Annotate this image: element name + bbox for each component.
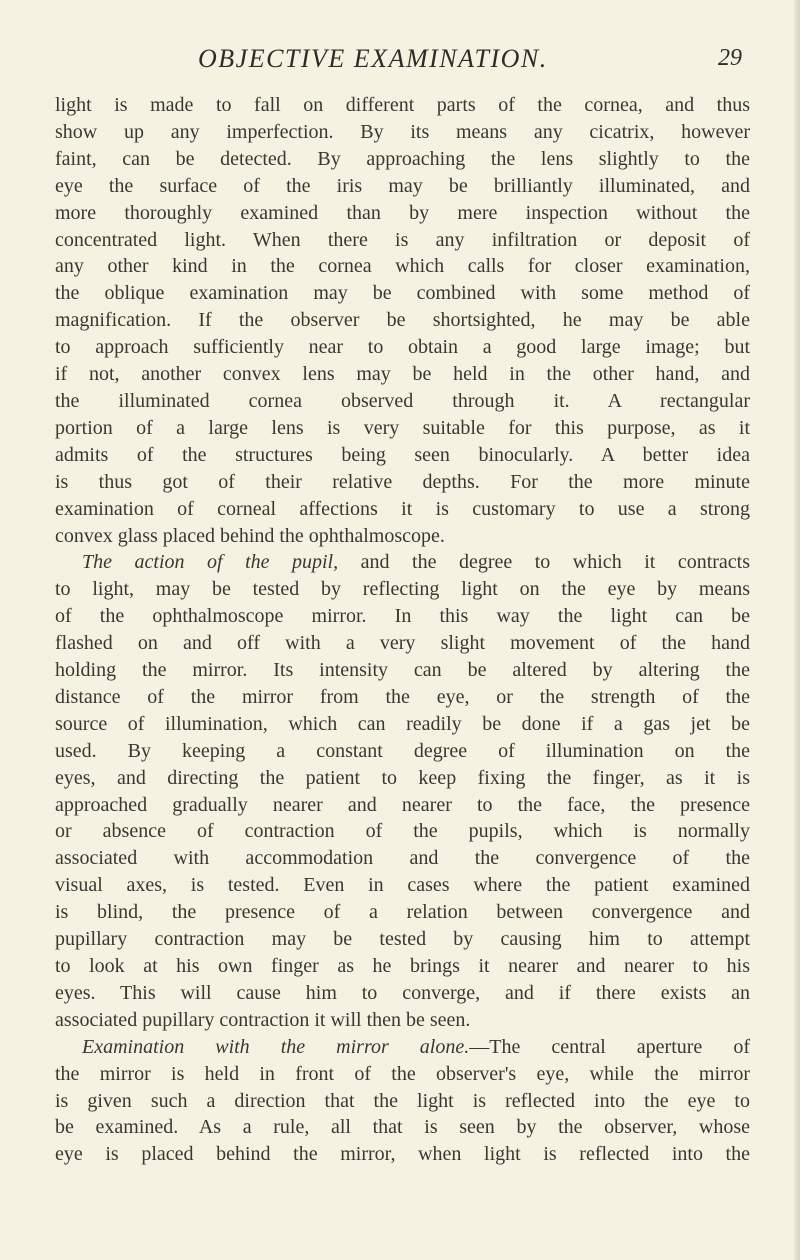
text-line: used. By keeping a constant degree of illumination on the — [55, 739, 750, 762]
text-line: distance of the mirror from the eye, or the strength of the — [55, 685, 750, 708]
text-line: visual axes, is tested. Even in cases where the patient examined — [55, 874, 750, 897]
text-line: approached gradually nearer and nearer to the face, the presence — [55, 793, 750, 816]
text-line: any other kind in the cornea which calls for closer examination, — [55, 255, 750, 278]
text-line: of the ophthalmoscope mirror. In this way the light can be — [55, 605, 750, 628]
text-line: source of illumination, which can readily be done if a gas jet be — [55, 712, 750, 735]
text-line: convex glass placed behind the ophthalmoscope. — [55, 524, 445, 547]
text-line: to light, may be tested by reflecting light on the eye by means — [55, 578, 750, 601]
text-line: is thus got of their relative depths. For the more minute — [55, 470, 750, 493]
text-line: the mirror is held in front of the observer's eye, while the mirror — [55, 1062, 750, 1085]
text-line: eye is placed behind the mirror, when light is reflected into the — [55, 1143, 750, 1166]
text-line: or absence of contraction of the pupils, which is normally — [55, 820, 750, 843]
text-line: show up any imperfection. By its means any cicatrix, however — [55, 120, 750, 143]
mirror-examination-heading: Examination with the mirror alone. — [82, 1035, 470, 1058]
page-header — [0, 44, 800, 84]
text-line: examination of corneal affections it is customary to use a strong — [55, 497, 750, 520]
text-line: the illuminated cornea observed through it. A rectangular — [55, 389, 750, 412]
text-line: is given such a direction that the light is reflected into the eye to — [55, 1089, 750, 1112]
pupil-action-heading: The action of the pupil, — [82, 551, 339, 574]
text-line: pupillary contraction may be tested by causing him to attempt — [55, 928, 750, 951]
text-line: magnification. If the observer be shortsighted, he may be able — [55, 309, 750, 332]
text-line: portion of a large lens is very suitable for this purpose, as it — [55, 416, 750, 439]
text-line: if not, another convex lens may be held in the other hand, and — [55, 363, 750, 386]
text-line: associated pupillary contraction it will then be seen. — [55, 1008, 471, 1031]
text-line: flashed on and off with a very slight movement of the hand — [55, 632, 750, 655]
running-title: OBJECTIVE EXAMINATION. — [198, 44, 548, 73]
body-text — [55, 92, 750, 1168]
text-line: admits of the structures being seen binocularly. A better idea — [55, 443, 750, 466]
text-line: associated with accommodation and the convergence of the — [55, 847, 750, 870]
text-line: to approach sufficiently near to obtain a good large image; but — [55, 336, 750, 359]
text-line: faint, can be detected. By approaching the lens slightly to the — [55, 147, 750, 170]
text-line: is blind, the presence of a relation between convergence and — [55, 901, 750, 924]
text-line: holding the mirror. Its intensity can be altered by altering the — [55, 659, 750, 682]
text-line: be examined. As a rule, all that is seen by the observer, whose — [55, 1116, 750, 1139]
text-run: —The central aperture of — [469, 1035, 750, 1058]
text-line: light is made to fall on different parts of the cornea, and thus — [55, 94, 750, 116]
text-line: concentrated light. When there is any infiltration or deposit of — [55, 228, 750, 251]
text-line: eyes, and directing the patient to keep fixing the finger, as it is — [55, 766, 750, 789]
text-line: the oblique examination may be combined with some method of — [55, 282, 750, 305]
text-line: eye the surface of the iris may be brilliantly illuminated, and — [55, 174, 750, 197]
page-number: 29 — [718, 45, 742, 71]
text-line: to look at his own finger as he brings it nearer and nearer to his — [55, 955, 750, 977]
paragraph-first-line — [55, 549, 750, 576]
page-edge — [794, 0, 800, 1260]
text-line: more thoroughly examined than by mere inspection without the — [55, 201, 750, 224]
text-line: eyes. This will cause him to converge, and if there exists an — [55, 981, 750, 1004]
text-run: and the degree to which it contracts — [338, 551, 751, 574]
paragraph-first-line — [55, 1034, 750, 1061]
